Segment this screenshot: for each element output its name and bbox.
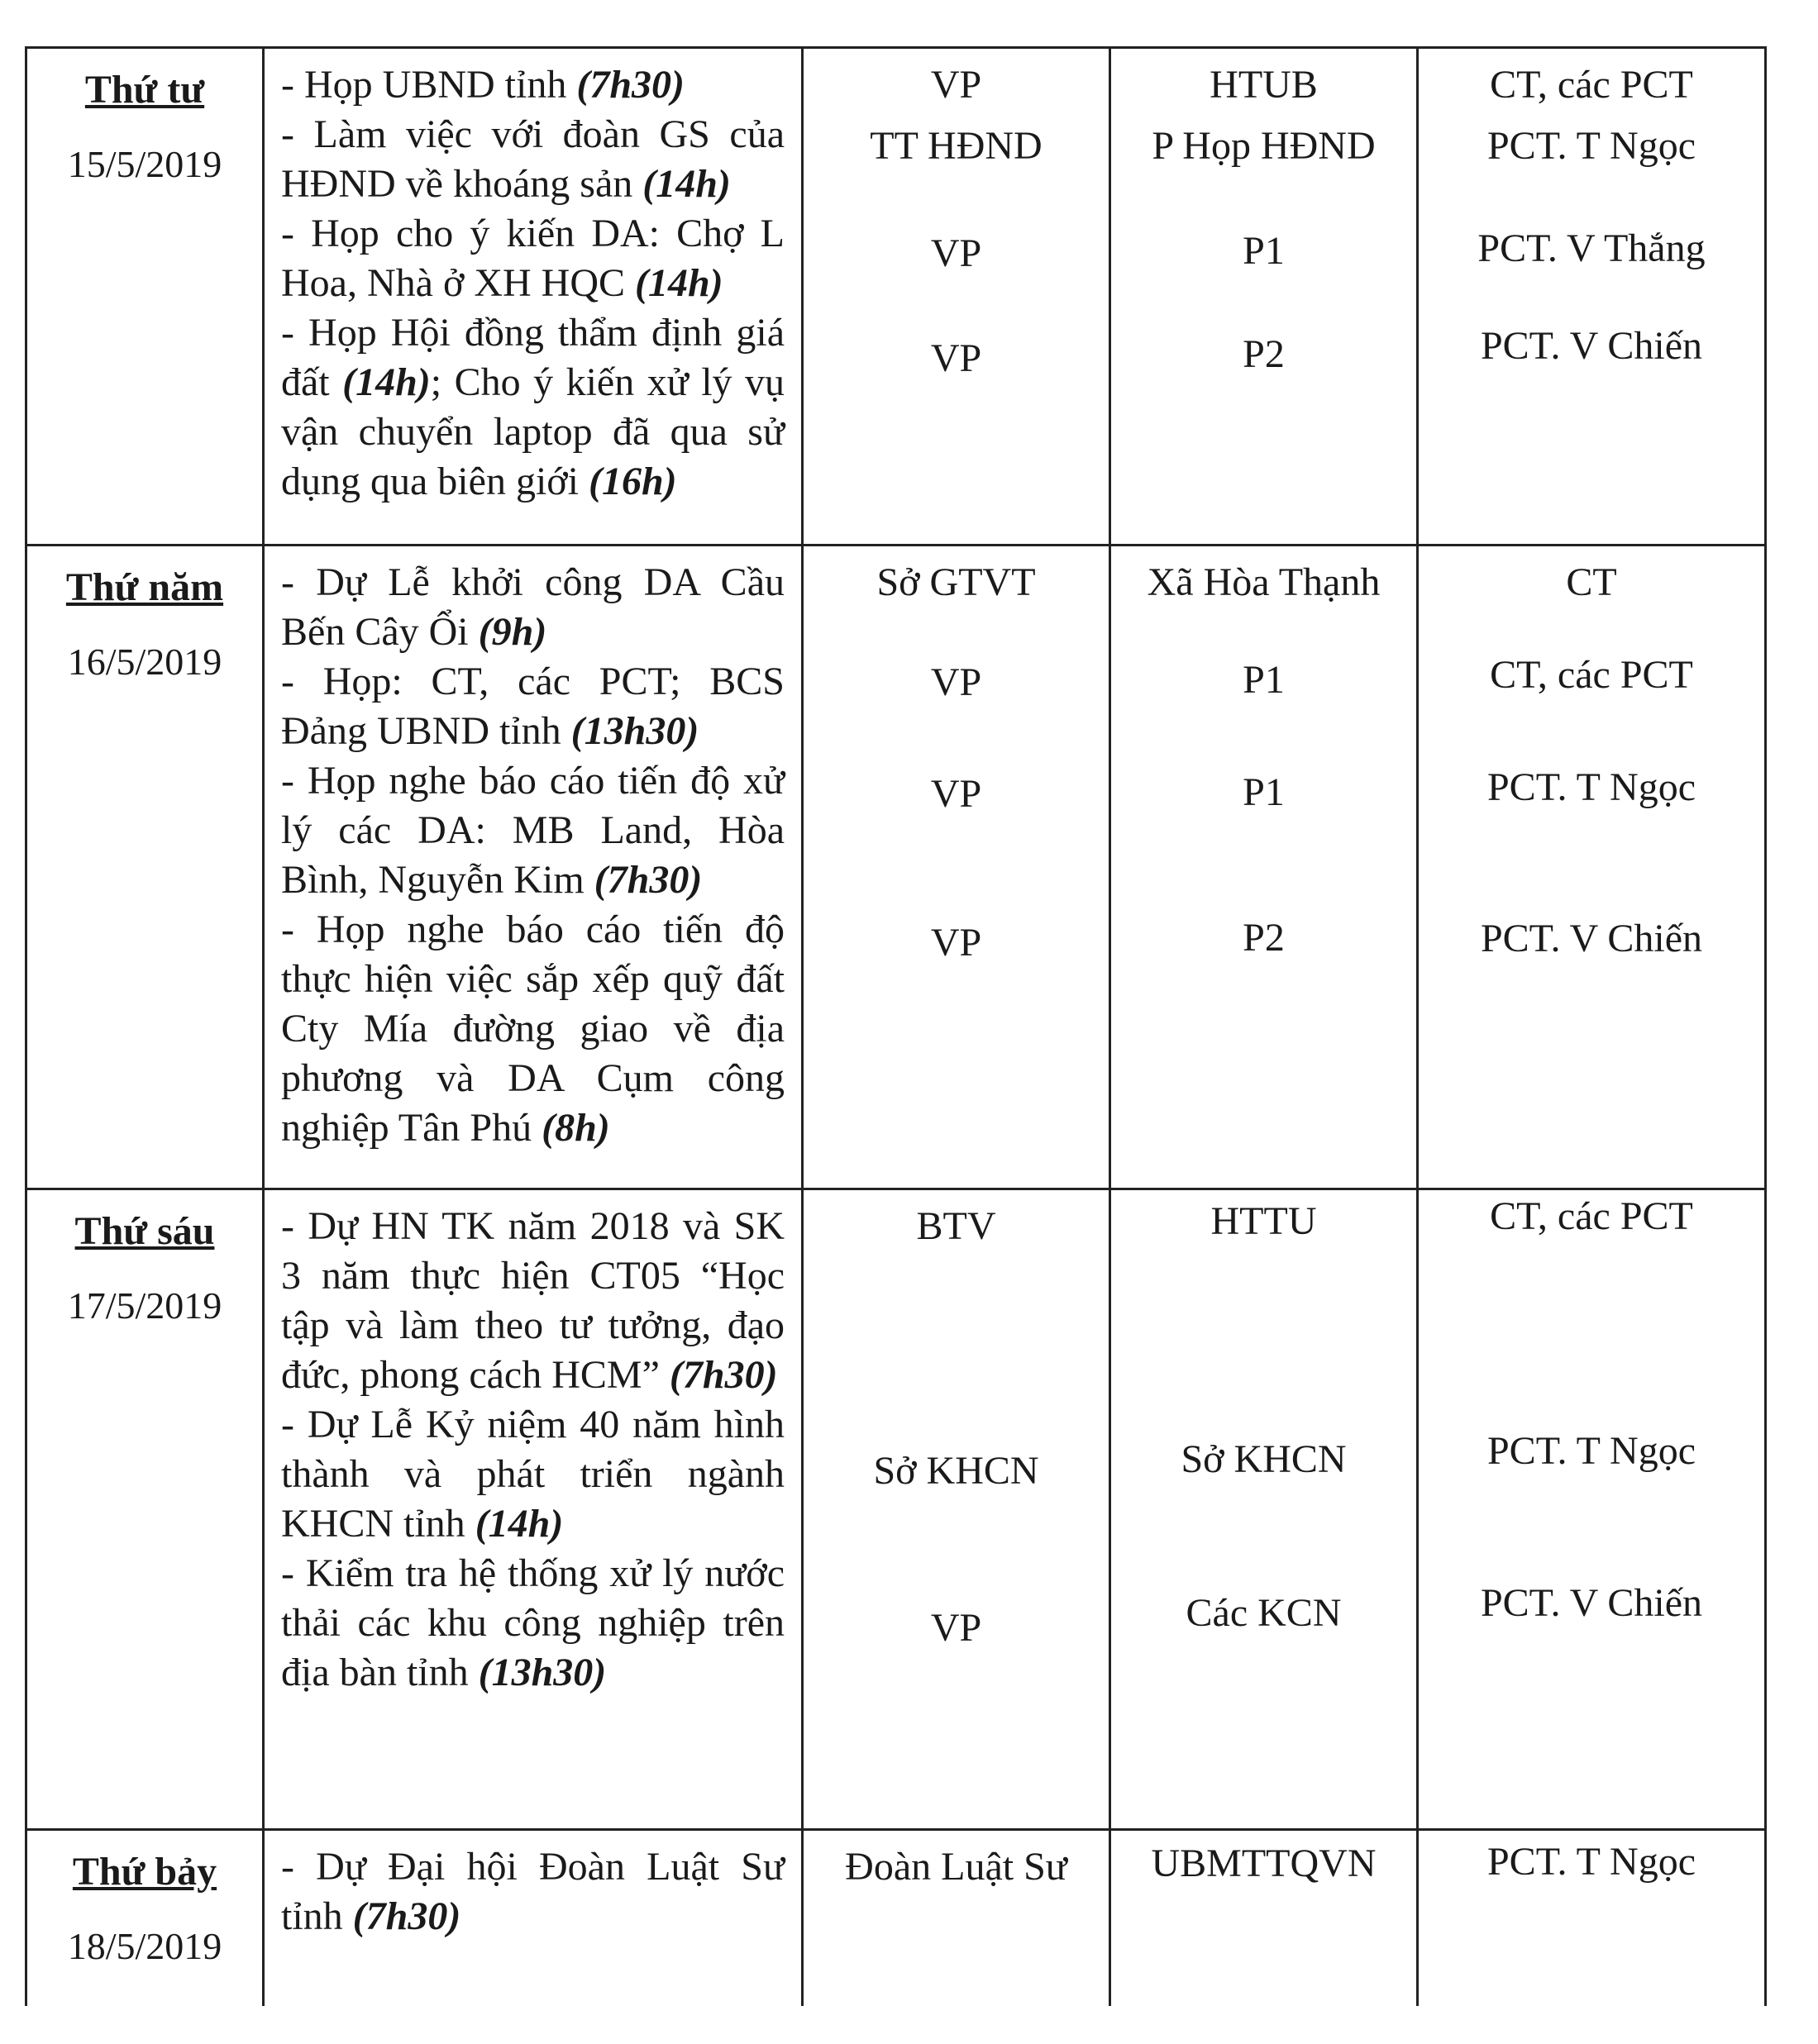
prep-unit: BTV [916, 1204, 996, 1248]
meeting-place: P1 [1243, 658, 1285, 702]
day-name: Thứ sáu [74, 1209, 215, 1253]
chairperson: PCT. V Thắng [1477, 226, 1706, 270]
task-item: - Dự Lễ khởi công DA Cầu Bến Cây Ổi (9h) [281, 560, 785, 654]
task-time: (14h) [342, 360, 431, 404]
prep-cell [803, 1189, 1110, 1830]
task-time: (13h30) [478, 1651, 607, 1694]
meeting-place: P2 [1243, 332, 1285, 376]
chairperson: PCT. V Chiến [1480, 1581, 1703, 1625]
task-time: (7h30) [352, 1894, 461, 1938]
prep-unit: Đoàn Luật Sư [845, 1845, 1067, 1889]
weekly-schedule-table [25, 46, 1767, 2006]
day-name: Thứ bảy [72, 1850, 217, 1894]
day-cell [26, 1189, 264, 1830]
task-time: (14h) [635, 261, 723, 305]
meeting-place: HTTU [1210, 1199, 1317, 1243]
chairperson: PCT. T Ngọc [1486, 124, 1696, 168]
chairperson: CT, các PCT [1490, 63, 1693, 107]
day-cell [26, 546, 264, 1189]
table-row [26, 1189, 1766, 1830]
tasks-cell [264, 546, 803, 1189]
task-item: - Họp nghe báo cáo tiến độ xử lý các DA: MB Land, Hòa Bình, Nguyễn Kim (7h30) [281, 759, 785, 902]
day-cell [26, 48, 264, 546]
table-row [26, 1830, 1766, 2007]
meeting-place: Xã Hòa Thạnh [1147, 560, 1381, 604]
place-cell [1110, 1189, 1418, 1830]
day-name: Thứ tư [84, 68, 205, 112]
prep-unit: VP [930, 660, 982, 704]
task-time: (7h30) [576, 63, 685, 107]
task-item: - Họp nghe báo cáo tiến độ thực hiện việc sắp xếp quỹ đất Cty Mía đường giao về địa phương và DA Cụm công nghiệp Tân Phú (8h) [281, 908, 785, 1150]
task-time: (7h30) [594, 858, 703, 902]
task-item: - Làm việc với đoàn GS của HĐND về khoáng sản (14h) [281, 112, 785, 206]
tasks-cell [264, 1830, 803, 2007]
task-item: - Dự HN TK năm 2018 và SK 3 năm thực hiện CT05 “Học tập và làm theo tư tưởng, đạo đức, phong cách HCM” (7h30) [281, 1204, 785, 1397]
chairperson: PCT. V Chiến [1480, 324, 1703, 368]
prep-unit: VP [930, 921, 982, 965]
chair-cell [1418, 1830, 1766, 2007]
task-item: - Dự Lễ Kỷ niệm 40 năm hình thành và phát triển ngành KHCN tỉnh (14h) [281, 1403, 785, 1546]
prep-unit: Sở GTVT [876, 560, 1036, 604]
meeting-place: P1 [1243, 770, 1285, 814]
day-date: 15/5/2019 [67, 143, 222, 185]
place-cell [1110, 48, 1418, 546]
task-time: (9h) [478, 610, 547, 654]
chairperson: CT, các PCT [1490, 1194, 1693, 1238]
task-item: - Họp cho ý kiến DA: Chợ L Hoa, Nhà ở XH HQC (14h) [281, 212, 785, 305]
meeting-place: P1 [1243, 229, 1285, 273]
task-time: (7h30) [669, 1353, 778, 1397]
prep-unit: VP [930, 336, 982, 380]
chairperson: PCT. T Ngọc [1486, 1429, 1696, 1473]
chairperson: PCT. V Chiến [1480, 917, 1703, 960]
chairperson: PCT. T Ngọc [1486, 1840, 1696, 1884]
place-cell [1110, 1830, 1418, 2007]
day-date: 17/5/2019 [67, 1284, 222, 1327]
chairperson: CT [1566, 560, 1617, 604]
day-cell [26, 1830, 264, 2007]
meeting-place: HTUB [1210, 63, 1318, 107]
place-cell [1110, 546, 1418, 1189]
prep-unit: VP [930, 63, 982, 107]
task-item: - Họp Hội đồng thẩm định giá đất (14h); Cho ý kiến xử lý vụ vận chuyển laptop đã qua sử dụng qua biên giới (16h) [281, 311, 785, 503]
prep-cell [803, 48, 1110, 546]
task-time: (13h30) [570, 709, 699, 753]
task-item: - Dự Đại hội Đoàn Luật Sư tỉnh (7h30) [281, 1845, 785, 1938]
meeting-place: P2 [1243, 916, 1285, 960]
chairperson: PCT. T Ngọc [1486, 765, 1696, 809]
prep-unit: Sở KHCN [873, 1449, 1039, 1493]
task-item: - Họp UBND tỉnh (7h30) [281, 63, 685, 107]
task-time: (16h) [589, 460, 677, 503]
chair-cell [1418, 48, 1766, 546]
day-date: 16/5/2019 [67, 641, 222, 683]
prep-unit: VP [930, 231, 982, 275]
meeting-place: P Họp HĐND [1152, 124, 1376, 168]
meeting-place: Sở KHCN [1181, 1437, 1347, 1481]
chair-cell [1418, 546, 1766, 1189]
table-row [26, 48, 1766, 546]
chairperson: CT, các PCT [1490, 653, 1693, 697]
prep-unit: TT HĐND [870, 124, 1043, 168]
meeting-place: UBMTTQVN [1151, 1842, 1377, 1885]
task-item: - Họp: CT, các PCT; BCS Đảng UBND tỉnh (13h30) [281, 660, 785, 753]
day-date: 18/5/2019 [67, 1925, 222, 1967]
tasks-cell [264, 1189, 803, 1830]
task-item: - Kiểm tra hệ thống xử lý nước thải các khu công nghiệp trên địa bàn tỉnh (13h30) [281, 1551, 785, 1694]
prep-cell [803, 1830, 1110, 2007]
table-row [26, 546, 1766, 1189]
prep-cell [803, 546, 1110, 1189]
task-time: (14h) [475, 1502, 564, 1546]
chair-cell [1418, 1189, 1766, 1830]
tasks-cell [264, 48, 803, 546]
day-name: Thứ năm [65, 565, 224, 609]
task-time: (14h) [642, 162, 731, 206]
prep-unit: VP [930, 772, 982, 816]
prep-unit: VP [930, 1606, 982, 1650]
task-time: (8h) [542, 1106, 610, 1150]
meeting-place: Các KCN [1186, 1591, 1342, 1635]
